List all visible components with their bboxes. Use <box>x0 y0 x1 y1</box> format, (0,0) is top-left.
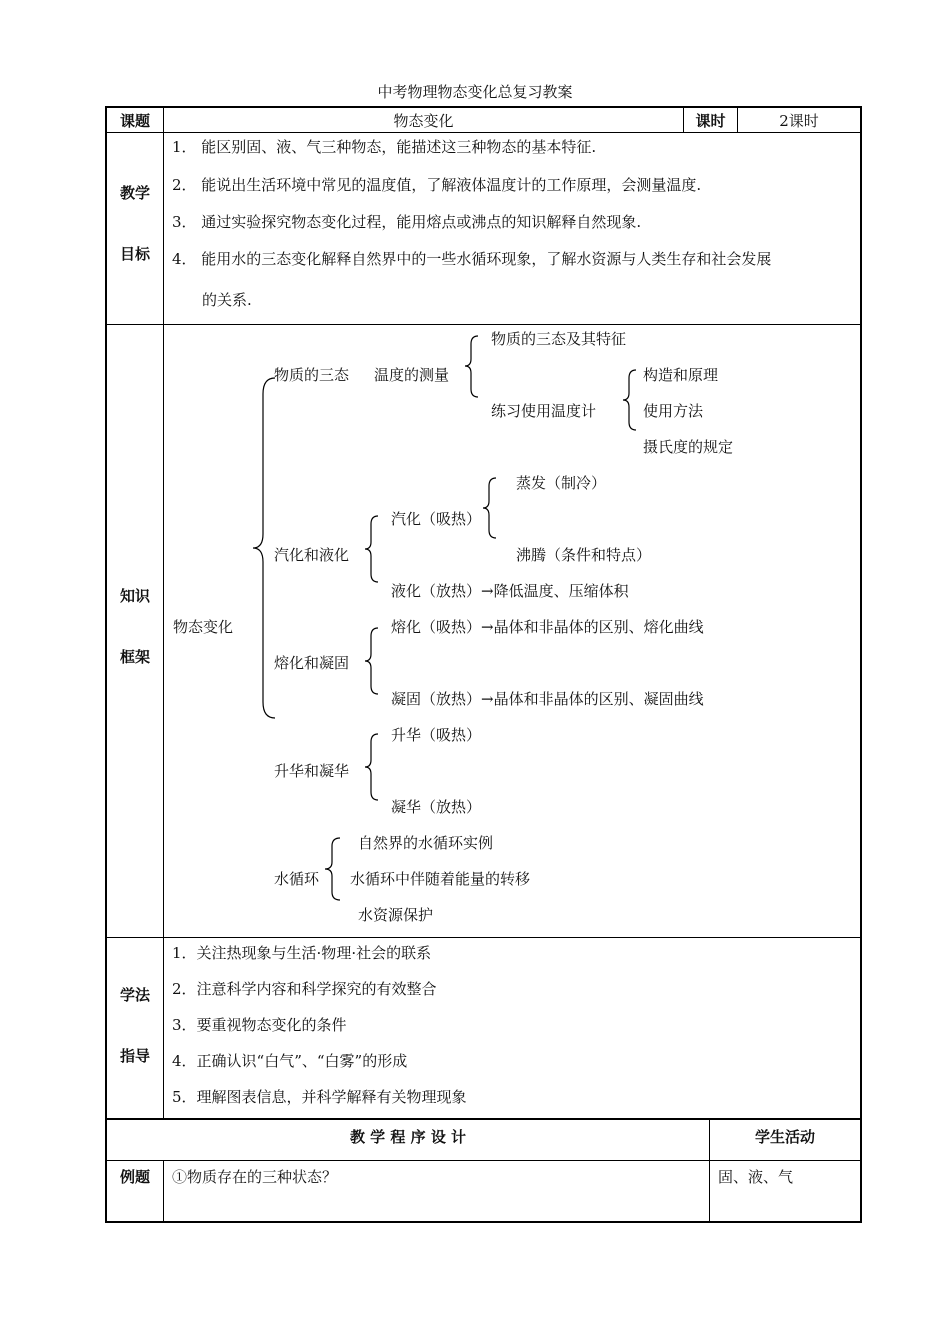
hours-value: 2课时 <box>779 112 819 130</box>
node-liquefaction: 液化（放热）→降低温度、压缩体积 <box>391 582 629 600</box>
method-item: 1．关注热现象与生活·物理·社会的联系 <box>172 944 432 962</box>
node-wc-1: 自然界的水循环实例 <box>358 834 494 852</box>
node-melting-group: 熔化和凝固 <box>274 654 350 672</box>
example-label: 例题 <box>119 1168 150 1186</box>
melting-brace <box>362 626 382 696</box>
sublimation-brace <box>362 732 382 802</box>
water-cycle-brace <box>322 836 344 902</box>
objective-item: 4． 能用水的三态变化解释自然界中的一些水循环现象，了解水资源与人类生存和社会发展 <box>172 250 772 268</box>
hours-label: 课时 <box>695 112 726 130</box>
node-states-features: 物质的三态及其特征 <box>491 330 627 348</box>
methods-label-1: 学法 <box>119 986 150 1004</box>
objective-item: 2． 能说出生活环境中常见的温度值，了解液体温度计的工作原理，会测量温度. <box>172 176 702 194</box>
node-water-cycle: 水循环 <box>274 870 320 888</box>
example-question: ①物质存在的三种状态？ <box>172 1168 338 1186</box>
objective-item: 3． 通过实验探究物态变化过程，能用熔点或沸点的知识解释自然现象. <box>172 213 642 231</box>
node-deposition: 凝华（放热） <box>391 798 482 816</box>
node-practice: 练习使用温度计 <box>491 402 597 420</box>
objective-item: 1． 能区别固、液、气三种物态，能描述这三种物态的基本特征. <box>172 138 597 156</box>
thermometer-brace <box>620 368 640 432</box>
node-celsius: 摄氏度的规定 <box>643 438 734 456</box>
node-vaporization: 汽化（吸热） <box>391 510 482 528</box>
methods-label-2: 指导 <box>119 1047 150 1065</box>
method-item: 2．注意科学内容和科学探究的有效整合 <box>172 980 437 998</box>
node-states: 物质的三态 <box>274 366 350 384</box>
node-temperature: 温度的测量 <box>374 366 450 384</box>
node-boiling: 沸腾（条件和特点） <box>516 546 652 564</box>
objectives-label-2: 目标 <box>119 245 150 263</box>
node-wc-3: 水资源保护 <box>358 906 434 924</box>
objective-item: 的关系. <box>202 291 252 309</box>
node-vaporization-group: 汽化和液化 <box>274 546 350 564</box>
node-melting: 熔化（吸热）→晶体和非晶体的区别、熔化曲线 <box>391 618 704 636</box>
node-solidification: 凝固（放热）→晶体和非晶体的区别、凝固曲线 <box>391 690 704 708</box>
framework-label-2: 框架 <box>119 648 150 666</box>
topic-value: 物态变化 <box>393 112 454 130</box>
vaporization-type-brace <box>480 476 500 540</box>
example-answer: 固、液、气 <box>718 1168 794 1186</box>
temperature-brace <box>462 334 482 399</box>
objectives-label-1: 教学 <box>119 184 150 202</box>
design-heading: 教 学 程 序 设 计 <box>349 1128 467 1146</box>
activity-heading: 学生活动 <box>754 1128 815 1146</box>
tree-root: 物态变化 <box>173 618 234 636</box>
framework-label-1: 知识 <box>119 587 150 605</box>
node-evaporation: 蒸发（制冷） <box>516 474 607 492</box>
node-wc-2: 水循环中伴随着能量的转移 <box>350 870 531 888</box>
topic-label: 课题 <box>119 112 150 130</box>
node-usage: 使用方法 <box>643 402 704 420</box>
node-sublimation: 升华（吸热） <box>391 726 482 744</box>
vaporization-brace <box>362 514 382 584</box>
node-sublimation-group: 升华和凝华 <box>274 762 350 780</box>
method-item: 4．正确认识“白气”、“白雾”的形成 <box>172 1052 408 1070</box>
method-item: 5．理解图表信息，并科学解释有关物理现象 <box>172 1088 467 1106</box>
method-item: 3．要重视物态变化的条件 <box>172 1016 347 1034</box>
node-structure: 构造和原理 <box>643 366 719 384</box>
document-title: 中考物理物态变化总复习教案 <box>377 83 573 101</box>
